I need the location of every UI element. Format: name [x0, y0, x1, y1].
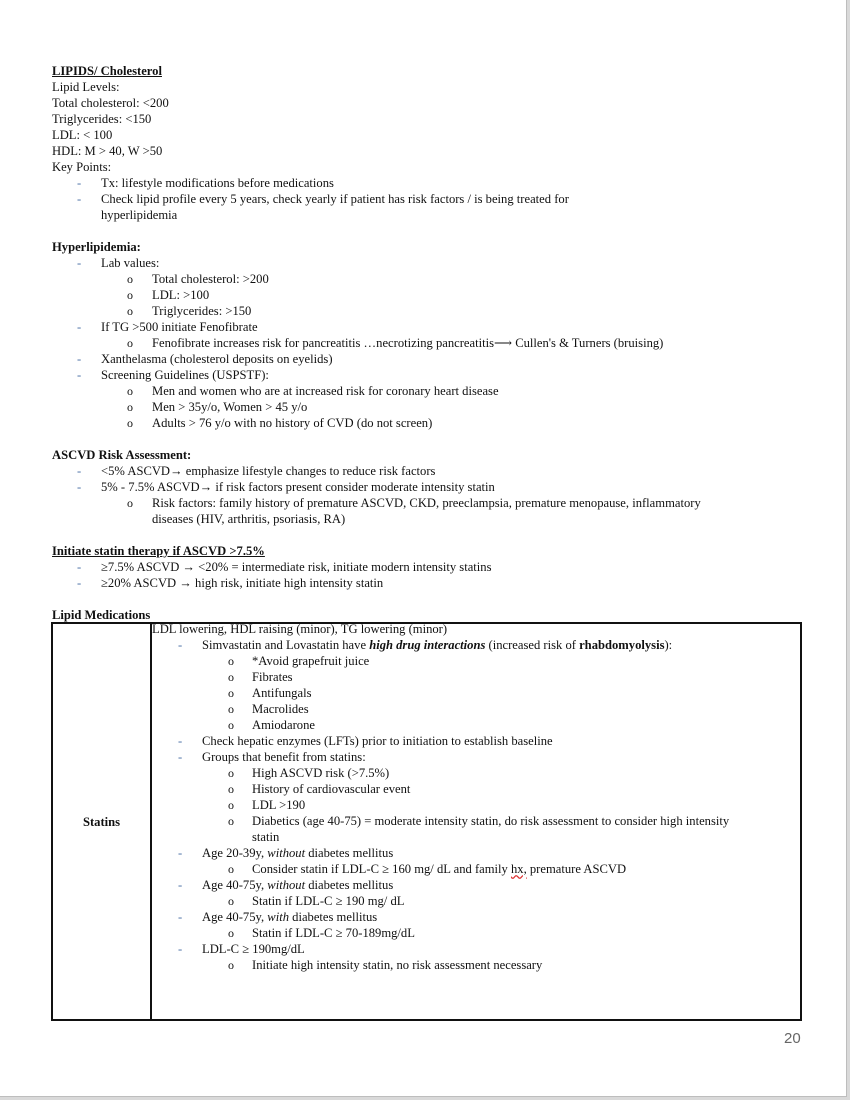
screening-label: - Screening Guidelines (USPSTF):: [52, 367, 804, 383]
groups-label: - Groups that benefit from statins:: [152, 749, 800, 765]
page-number: 20: [784, 1030, 801, 1047]
interaction-item: o Fibrates: [152, 669, 800, 685]
diabetics-item: o Diabetics (age 40-75) = moderate intensity statin, do risk assessment to consider high intensity: [152, 813, 800, 829]
key-point-item: - Check lipid profile every 5 years, check yearly if patient has risk factors / is being treated for: [52, 191, 804, 207]
risk-factors-continuation: diseases (HIV, arthritis, psoriasis, RA): [152, 512, 346, 526]
key-points-header: Key Points:: [52, 160, 112, 174]
diabetics-continuation: statin: [252, 830, 280, 844]
lipid-level-tg: Triglycerides: <150: [52, 112, 152, 126]
lipids-title: LIPIDS/ Cholesterol: [52, 64, 162, 78]
ascvd-item: - <5% ASCVD→ emphasize lifestyle changes to reduce risk factors: [52, 463, 804, 479]
tg-fenofibrate-item: - If TG >500 initiate Fenofibrate: [52, 319, 804, 335]
risk-factors-line: o Risk factors: family history of premature ASCVD, CKD, preeclampsia, premature menopause, inflammatory: [52, 495, 804, 511]
group-item: o History of cardiovascular event: [152, 781, 800, 797]
lipid-level-total: Total cholesterol: <200: [52, 96, 169, 110]
ldl-190-item: - LDL-C ≥ 190mg/dL: [152, 941, 800, 957]
ascvd-item: - 5% - 7.5% ASCVD→ if risk factors present consider moderate intensity statin: [52, 479, 804, 495]
statin-therapy-item: - ≥20% ASCVD → high risk, initiate high intensity statin: [52, 575, 804, 591]
lipid-medications-table: [51, 622, 802, 1021]
lab-value-item: o Total cholesterol: >200: [52, 271, 804, 287]
ascvd-title: ASCVD Risk Assessment:: [52, 448, 192, 462]
age-20-39-sub: o Consider statin if LDL-C ≥ 160 mg/ dL and family hx, premature ASCVD: [152, 861, 800, 877]
xanthelasma-item: - Xanthelasma (cholesterol deposits on eyelids): [52, 351, 804, 367]
simvastatin-item: - Simvastatin and Lovastatin have high drug interactions (increased risk of rhabdomyolysis):: [152, 637, 800, 653]
screening-item: o Men and women who are at increased risk for coronary heart disease: [52, 383, 804, 399]
age-20-39-item: - Age 20-39y, without diabetes mellitus: [152, 845, 800, 861]
lab-value-item: o Triglycerides: >150: [52, 303, 804, 319]
age-40-75-without-sub: o Statin if LDL-C ≥ 190 mg/ dL: [152, 893, 800, 909]
statin-therapy-title: Initiate statin therapy if ASCVD >7.5%: [52, 544, 265, 558]
group-item: o High ASCVD risk (>7.5%): [152, 765, 800, 781]
hepatic-enzymes-item: - Check hepatic enzymes (LFTs) prior to initiation to establish baseline: [152, 733, 800, 749]
lipid-medications-title: Lipid Medications: [52, 608, 151, 622]
statins-details: [151, 623, 801, 1020]
statins-intro: LDL lowering, HDL raising (minor), TG lowering (minor): [152, 622, 448, 636]
hyperlipidemia-title: Hyperlipidemia:: [52, 240, 141, 254]
lipid-level-ldl: LDL: < 100: [52, 128, 113, 142]
interaction-item: o Macrolides: [152, 701, 800, 717]
lab-value-item: o LDL: >100: [52, 287, 804, 303]
key-point-item: - Tx: lifestyle modifications before medications: [52, 175, 804, 191]
lipid-level-hdl: HDL: M > 40, W >50: [52, 144, 163, 158]
statin-therapy-item: - ≥7.5% ASCVD → <20% = intermediate risk, initiate modern intensity statins: [52, 559, 804, 575]
age-40-75-with-sub: o Statin if LDL-C ≥ 70-189mg/dL: [152, 925, 800, 941]
interaction-item: o Antifungals: [152, 685, 800, 701]
age-40-75-with-item: - Age 40-75y, with diabetes mellitus: [152, 909, 800, 925]
lab-values-label: - Lab values:: [52, 255, 804, 271]
key-point-continuation: hyperlipidemia: [101, 208, 178, 222]
age-40-75-without-item: - Age 40-75y, without diabetes mellitus: [152, 877, 800, 893]
interaction-item: o *Avoid grapefruit juice: [152, 653, 800, 669]
screening-item: o Men > 35y/o, Women > 45 y/o: [52, 399, 804, 415]
fenofibrate-note: o Fenofibrate increases risk for pancreatitis …necrotizing pancreatitis⟶ Cullen's & Turners (bruising): [52, 335, 804, 351]
notes-content: [52, 63, 804, 623]
lipid-levels-header: Lipid Levels:: [52, 80, 120, 94]
group-item: o LDL >190: [152, 797, 800, 813]
ldl-190-sub: o Initiate high intensity statin, no risk assessment necessary: [152, 957, 800, 973]
statins-label: Statins: [52, 623, 151, 1020]
interaction-item: o Amiodarone: [152, 717, 800, 733]
screening-item: o Adults > 76 y/o with no history of CVD (do not screen): [52, 415, 804, 431]
